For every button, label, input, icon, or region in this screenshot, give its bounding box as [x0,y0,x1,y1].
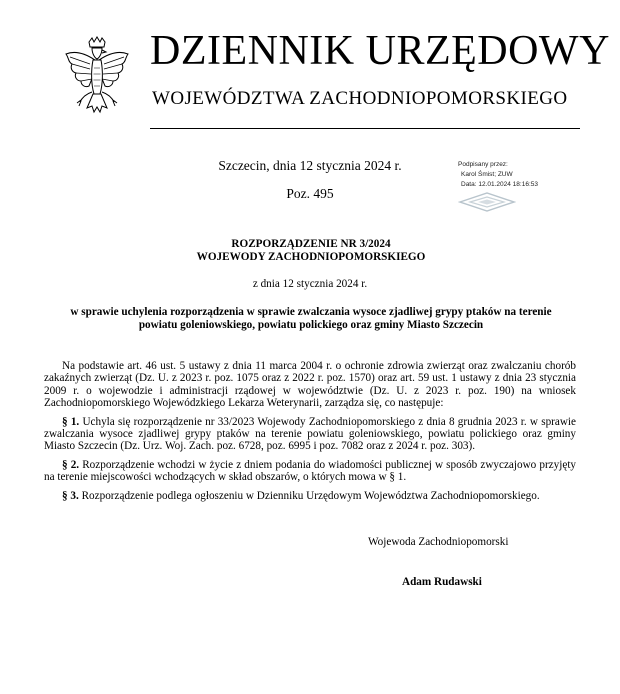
section-3-text: Rozporządzenie podlega ogłoszeniu w Dzienniku Urzędowym Województwa Zachodniopomorskiego. [81,489,540,502]
section-2-text: Rozporządzenie wchodzi w życie z dniem podania do wiadomości publicznej w sposób zwyczajowo przyjęty na terenie miejscowości wchodzących w skład obszarów, o których mowa w § 1. [44,458,577,484]
section-1 [44,416,576,453]
signature-date: Data: 12.01.2024 18:16:53 [461,181,538,188]
section-2-mark: § 2. [62,458,80,471]
journal-title: DZIENNIK URZĘDOWY [150,28,610,74]
section-3 [44,490,576,502]
act-date: z dnia 12 stycznia 2024 r. [252,278,368,290]
section-3-mark: § 3. [62,489,79,502]
act-preamble: Na podstawie art. 46 ust. 5 ustawy z dnia 11 marca 2004 r. o ochronie zdrowia zwierząt oraz zwalczaniu chorób zakaźnych zwierząt (Dz. U. z 2023 r. poz. 1075 oraz z 2022 r. poz. 1570) oraz art. 59 ust. 1 ustawy z dnia 23 stycznia 2009 r. o wojewodzie i administracji rządowej w województwie (Dz. U. z 2023 r. poz. 190) na wniosek Zachodniopomorskiego Wojewódzkiego Lekarza Weterynarii, zarządza się, co następuje: [44,360,576,410]
journal-subtitle: WOJEWÓDZTWA ZACHODNIOPOMORSKIEGO [152,88,568,109]
header-divider [150,128,580,129]
publication-date: Szczecin, dnia 12 stycznia 2024 r. [218,158,402,173]
eagle-emblem-icon [62,36,132,126]
section-1-text: Uchyla się rozporządzenie nr 33/2023 Wojewody Zachodniopomorskiego z dnia 8 grudnia 2023 r. w sprawie zwalczania wysoce zjadliwej grypy ptaków na terenie powiatu goleniowskiego, powiatu polickiego oraz gminy Miasto Szczecin (Dz. Urz. Woj. Zach. poz. 6728, poz. 6995 i poz. 7082 oraz z 2024 r. poz. 303). [44,415,577,453]
signature-label: Podpisany przez: [458,161,508,168]
act-number: ROZPORZĄDZENIE NR 3/2024 [231,238,391,250]
section-1-mark: § 1. [62,415,80,428]
signature-stamp-icon [458,190,516,212]
act-title [0,238,620,264]
section-2 [44,459,576,484]
act-body [44,360,576,508]
signatory-role: Wojewoda Zachodniopomorski [368,536,509,548]
position-number: Poz. 495 [286,186,334,201]
signatory-name: Adam Rudawski [402,576,482,588]
digital-signature-info [458,160,538,190]
act-subject: w sprawie uchylenia rozporządzenia w sprawie zwalczania wysoce zjadliwej grypy ptaków na terenie powiatu goleniowskiego, powiatu polickiego oraz gminy Miasto Szczecin [70,306,552,331]
signature-signer: Karol Śmist; ZUW [461,171,513,178]
act-issuer: WOJEWODY ZACHODNIOPOMORSKIEGO [196,251,426,263]
